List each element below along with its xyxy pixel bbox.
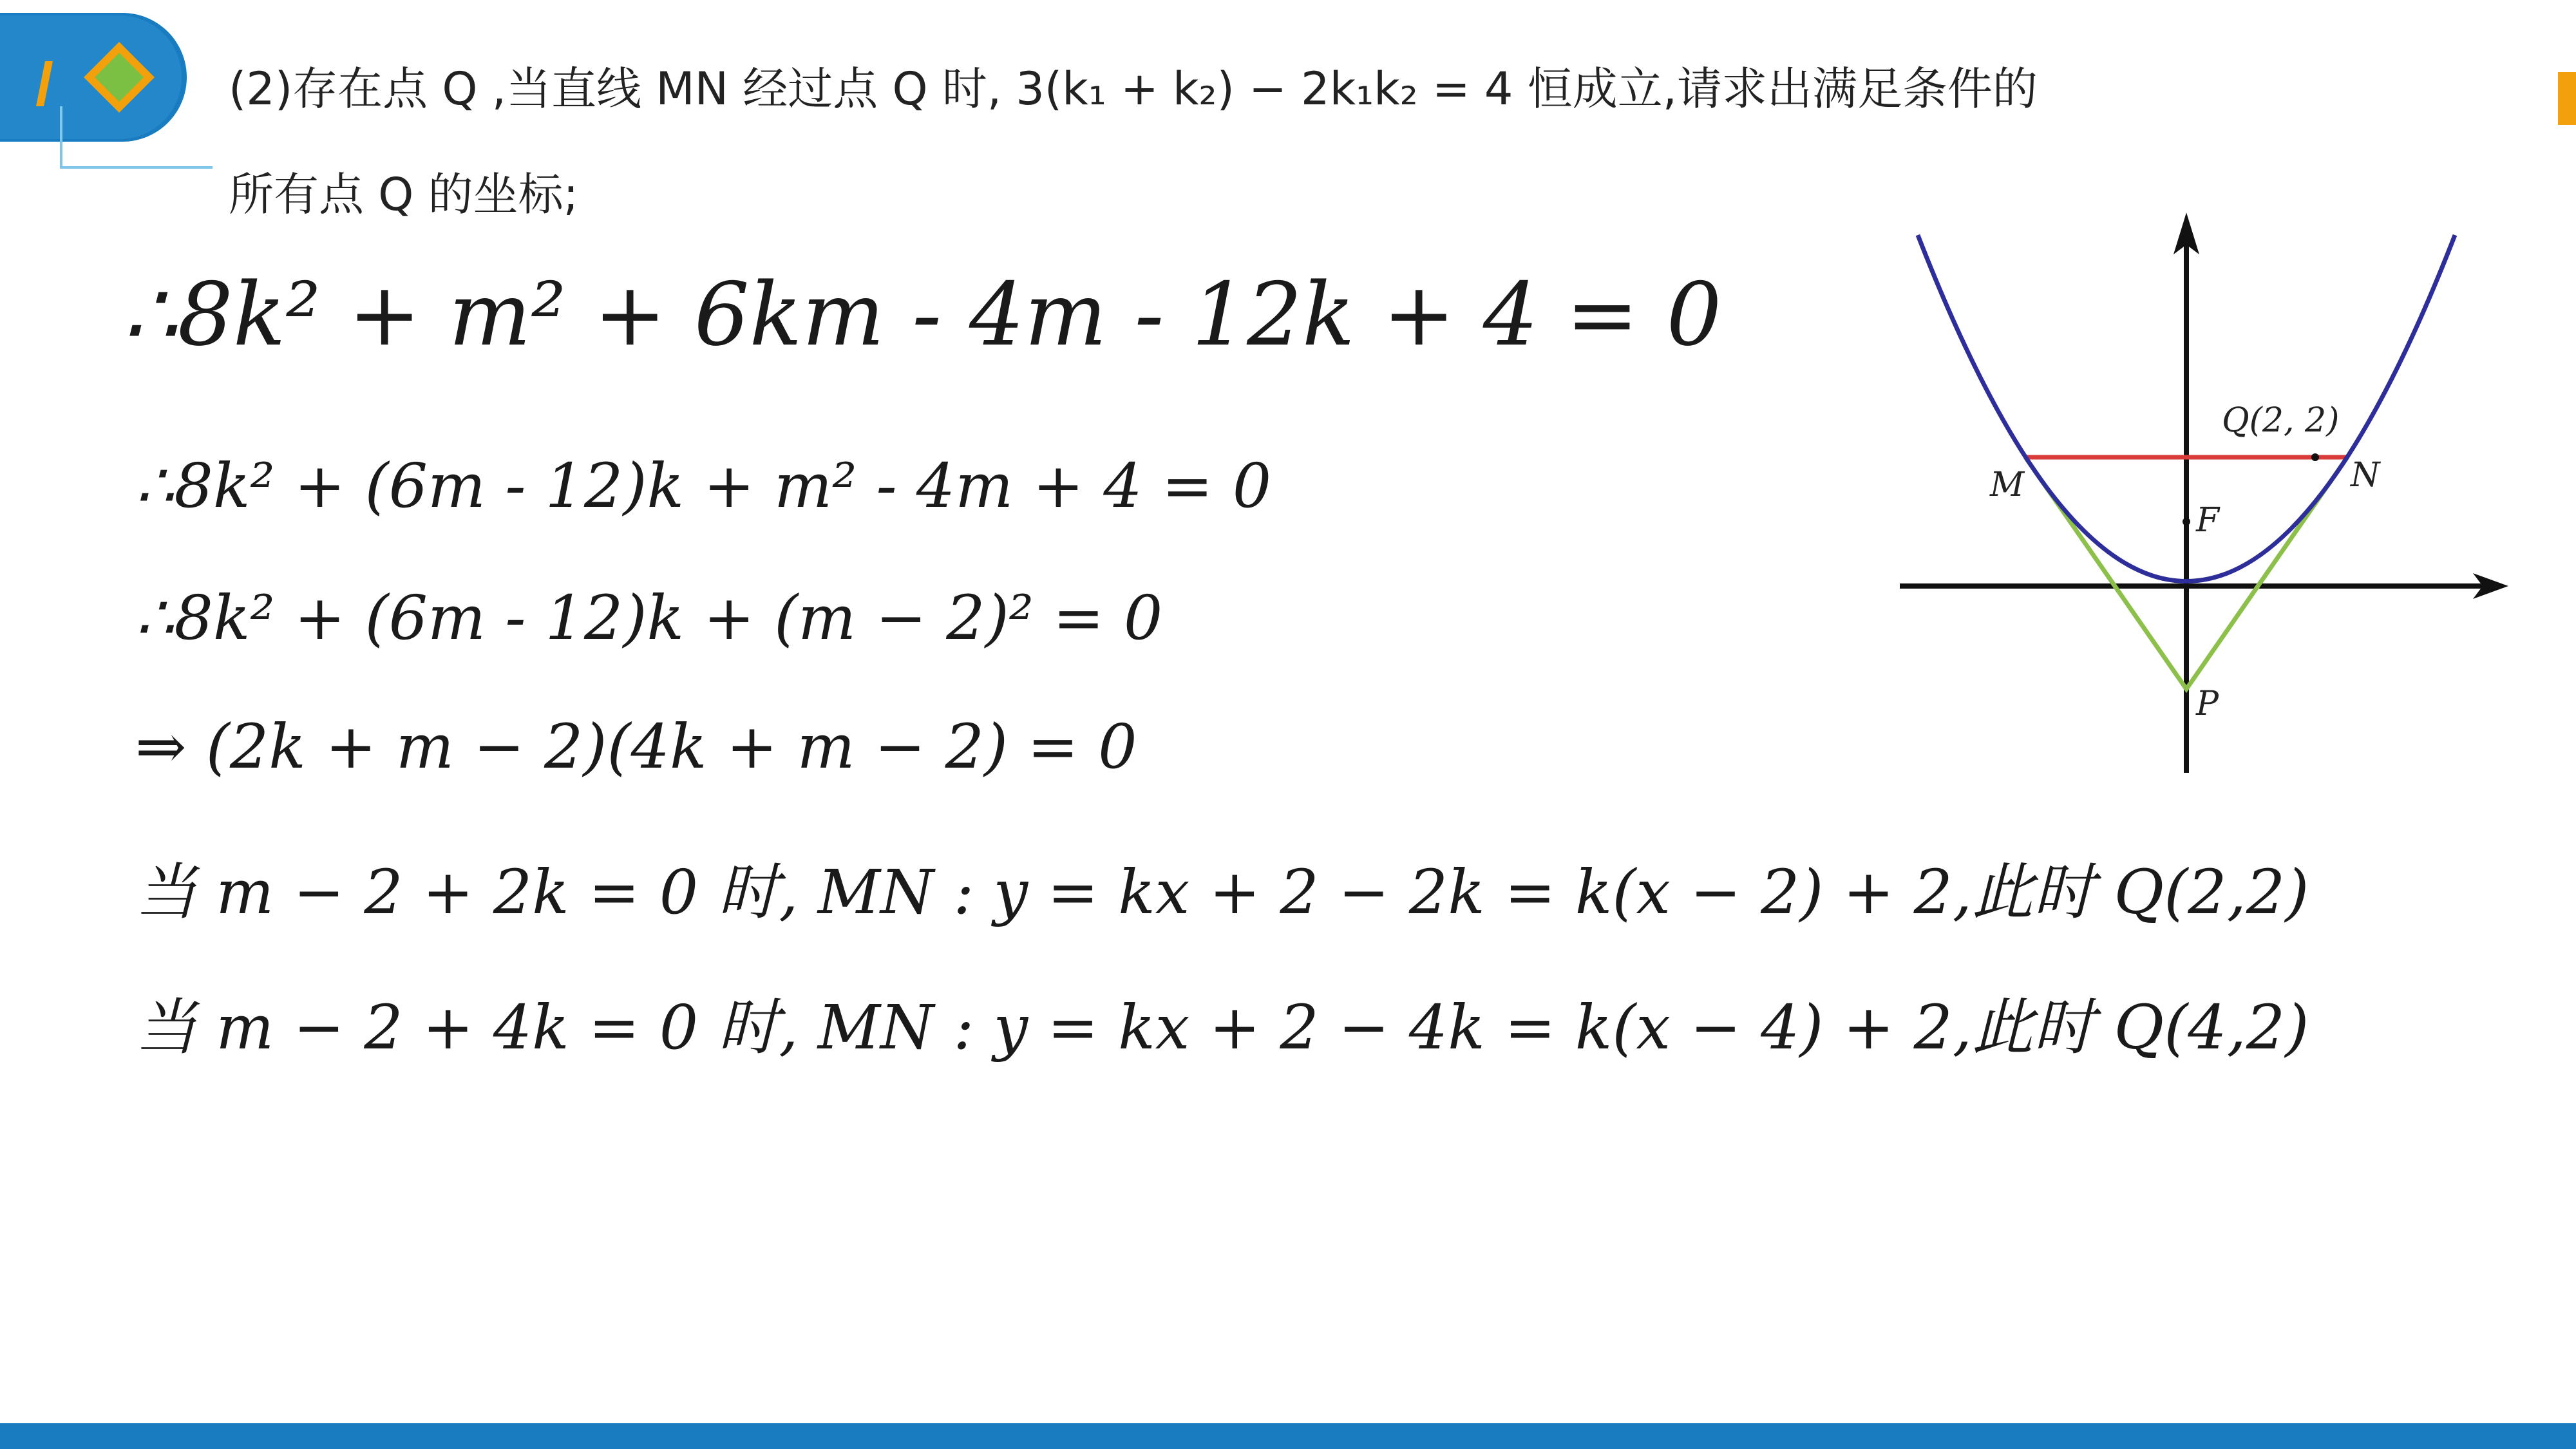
equation-1: ∴8k² + m² + 6km - 4m - 12k + 4 = 0 bbox=[122, 264, 1722, 365]
parabola-figure bbox=[1880, 206, 2512, 786]
accent-tab bbox=[2558, 72, 2576, 125]
equation-3: ∴8k² + (6m - 12)k + (m − 2)² = 0 bbox=[135, 583, 1163, 654]
equation-factored: ⇒ (2k + m − 2)(4k + m − 2) = 0 bbox=[135, 712, 1137, 782]
label-f: F bbox=[2196, 501, 2220, 540]
point-f bbox=[2183, 518, 2190, 526]
problem-line-1: (2)存在点 Q ,当直线 MN 经过点 Q 时, 3(k₁ + k₂) − 2k₁k₂ = 4 恒成立,请求出满足条件的 bbox=[229, 62, 2038, 115]
point-q bbox=[2311, 453, 2319, 461]
label-p: P bbox=[2196, 685, 2219, 723]
label-n: N bbox=[2351, 456, 2380, 495]
logo bbox=[0, 0, 219, 193]
case-2-result: 当 m − 2 + 4k = 0 时, MN : y = kx + 2 − 4k = k(x − 4) + 2,此时 Q(4,2) bbox=[135, 992, 2309, 1063]
equation-2: ∴8k² + (6m - 12)k + m² - 4m + 4 = 0 bbox=[135, 451, 1272, 522]
label-m: M bbox=[1990, 466, 2025, 504]
footer-bar bbox=[0, 1423, 2576, 1449]
case-1-result: 当 m − 2 + 2k = 0 时, MN : y = kx + 2 − 2k = k(x − 2) + 2,此时 Q(2,2) bbox=[135, 857, 2309, 928]
problem-line-2: 所有点 Q 的坐标; bbox=[229, 168, 579, 221]
label-q: Q(2, 2) bbox=[2222, 401, 2340, 440]
